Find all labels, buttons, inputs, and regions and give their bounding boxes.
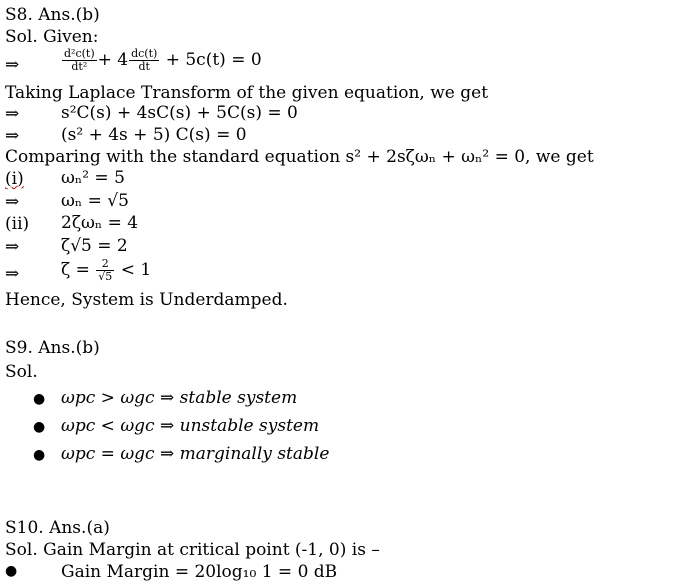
bullet-icon: ● [33,391,46,407]
s8-eq3: (s² + 4s + 5) C(s) = 0 [61,125,247,145]
s10-bullet: Gain Margin = 20log₁₀ 1 = 0 dB [61,562,338,582]
s8-eq-ii3 [61,258,151,283]
s8-sol-given: Sol. Given: [5,27,99,47]
label-ii: (ii) [5,214,30,234]
s9-bullet-3 [61,444,329,464]
s8-compare-text: Comparing with the standard equation s² + 2sζωₙ + ωₙ² = 0, we get [5,147,594,167]
bullet-2-result: ⇒ unstable system [160,416,320,436]
bullet-2-expr: ωpc < ωgc [61,416,155,436]
bullet-3-expr: ωpc = ωgc [61,444,155,464]
frac-d2c-num: d²c(t) [64,47,95,60]
s9-sol: Sol. [5,362,38,382]
s9-bullet-1 [61,388,297,408]
eq1-mid: + 4 [97,50,129,70]
s9-bullet-2 [61,416,319,436]
bullet-icon: ● [33,419,46,435]
bullet-1-result: ⇒ stable system [160,388,298,408]
bullet-icon: ● [33,447,46,463]
label-i [5,169,24,189]
s9-heading: S9. Ans.(b) [5,338,100,358]
eq1-tail: + 5c(t) = 0 [165,50,262,70]
arrow-4: ⇒ [5,192,20,212]
arrow-3: ⇒ [5,126,20,146]
frac-d2c-den: dt² [71,60,88,73]
s8-eq-ii: 2ζωₙ = 4 [61,213,139,233]
bullet-icon: ● [5,563,18,579]
frac-dc-num: dc(t) [131,47,158,60]
frac-2-sqrt5 [96,258,114,283]
s8-conclusion: Hence, System is Underdamped. [5,290,288,310]
s8-eq-i: ωₙ² = 5 [61,168,125,188]
s8-laplace-text: Taking Laplace Transform of the given equation, we get [5,83,489,103]
s8-eq2: s²C(s) + 4sC(s) + 5C(s) = 0 [61,103,298,123]
arrow-5: ⇒ [5,237,20,257]
label-i-text: (i) [5,169,24,189]
frac-dc-den: dt [138,60,150,73]
bullet-3-result: ⇒ marginally stable [160,444,330,464]
frac-d2c [62,48,97,73]
arrow-1: ⇒ [5,55,20,75]
s8-eq1 [61,48,262,73]
s8-heading: S8. Ans.(b) [5,5,100,25]
arrow-6: ⇒ [5,264,20,284]
eq-ii3-pre: ζ = [61,260,90,280]
arrow-2: ⇒ [5,104,20,124]
s10-sol: Sol. Gain Margin at critical point (-1, 0) is – [5,540,380,560]
frac-dc [129,48,159,73]
s8-eq-ii2: ζ√5 = 2 [61,236,128,256]
frac-2-sqrt5-den: √5 [98,270,113,283]
bullet-1-expr: ωpc > ωgc [61,388,155,408]
s8-eq-i2: ωₙ = √5 [61,191,129,211]
eq-ii3-post: < 1 [120,260,152,280]
frac-2-sqrt5-num: 2 [96,258,114,271]
s10-heading: S10. Ans.(a) [5,518,110,538]
